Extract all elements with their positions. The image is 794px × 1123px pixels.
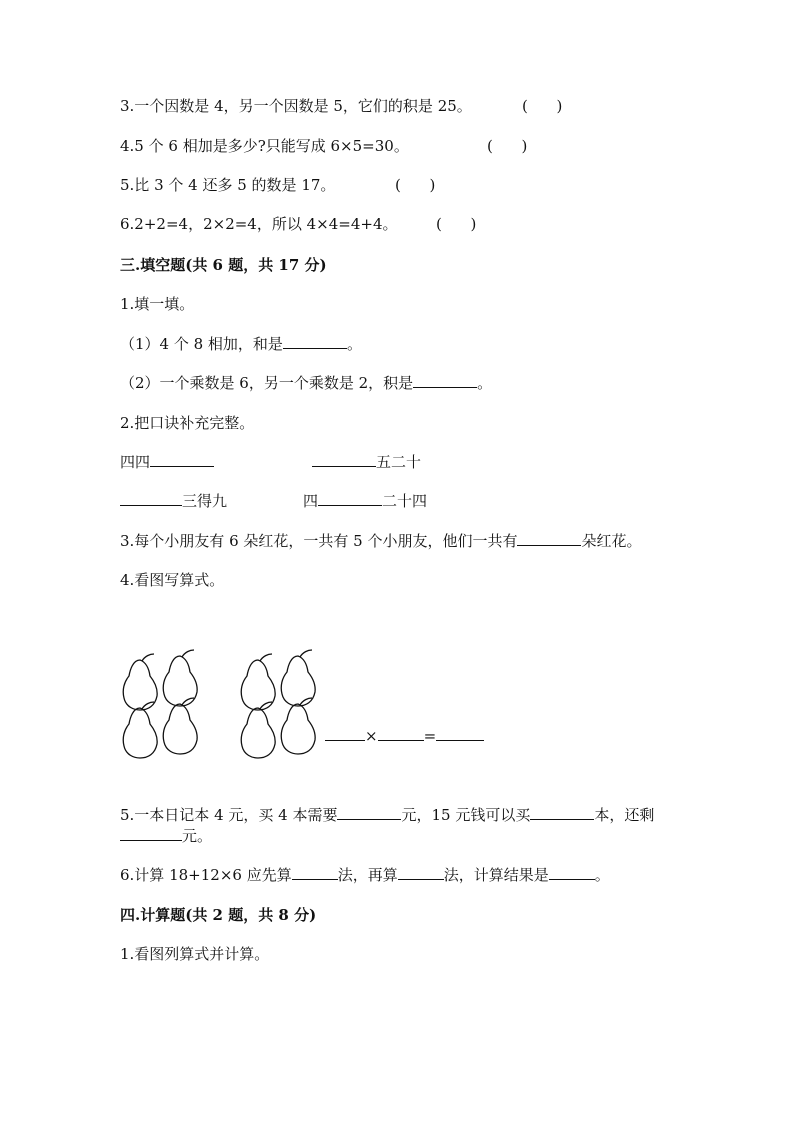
pear-icon: [160, 696, 200, 756]
pear-icon: [278, 696, 318, 756]
rhyme-a-text: 四四: [120, 453, 151, 471]
equation-blank-3[interactable]: [436, 726, 484, 741]
judge-q3: [120, 96, 472, 116]
fill-q1-title: 1.填一填。: [120, 295, 195, 313]
fill-q6-text-b: 法，再算: [337, 866, 398, 884]
fill-q1-sub1-blank[interactable]: [283, 334, 347, 349]
fill-q5-blank-1[interactable]: [337, 805, 401, 820]
fill-q2-title: 2.把口诀补充完整。: [120, 414, 255, 432]
fill-q3-end: 朵红花。: [581, 532, 642, 550]
fill-q5-blank-3[interactable]: [120, 826, 182, 841]
fill-q6-blank-2[interactable]: [398, 865, 444, 880]
fill-q6: [120, 865, 610, 885]
rhyme-d-text-a: 四: [303, 492, 319, 510]
fill-q1-sub2: [120, 373, 492, 393]
judge-q6-answer-paren[interactable]: ( ): [436, 215, 477, 233]
equals-sign: =: [423, 727, 437, 745]
section3-title: 三.填空题(共 6 题，共 17 分): [120, 256, 327, 274]
section4-title: 四.计算题(共 2 题，共 8 分): [120, 906, 317, 924]
rhyme-d-blank[interactable]: [318, 491, 382, 506]
rhyme-c-text: 三得九: [182, 492, 228, 510]
fill-q6-blank-3[interactable]: [549, 865, 595, 880]
rhyme-d-text-b: 二十四: [382, 492, 428, 510]
rhyme-d: [303, 491, 427, 511]
pear-icon: [120, 700, 160, 760]
rhyme-a-blank[interactable]: [150, 452, 214, 467]
fill-q1-sub1: [120, 334, 362, 354]
fill-q1-sub1-end: 。: [346, 335, 362, 353]
calc-q1-title: 1.看图列算式并计算。: [120, 945, 270, 963]
judge-q4-text: 4.5 个 6 相加是多少?只能写成 6×5=30。: [120, 137, 409, 155]
judge-q5-text: 5.比 3 个 4 还多 5 的数是 17。: [120, 176, 336, 194]
fill-q5-blank-2[interactable]: [530, 805, 594, 820]
rhyme-c: [120, 491, 227, 511]
fill-q6-text-a: 6.计算 18+12×6 应先算: [120, 866, 292, 884]
fill-q3-blank[interactable]: [517, 531, 581, 546]
fill-q5-text-b: 元，15 元钱可以买: [401, 806, 531, 824]
times-sign: ×: [365, 727, 378, 745]
judge-q5-answer-paren[interactable]: ( ): [395, 176, 436, 194]
fill-q3-text: 3.每个小朋友有 6 朵红花，一共有 5 个小朋友，他们一共有: [120, 532, 518, 550]
judge-q6-text: 6.2+2=4，2×2=4，所以 4×4=4+4。: [120, 215, 398, 233]
rhyme-b: [312, 452, 421, 472]
fill-q5-text-a: 5.一本日记本 4 元，买 4 本需要: [120, 806, 338, 824]
judge-q6: [120, 214, 398, 234]
fill-q1-sub2-blank[interactable]: [413, 373, 477, 388]
judge-q4: [120, 136, 409, 156]
fill-q5-line1: [120, 805, 654, 825]
fill-q5-line2: [120, 826, 212, 846]
pear-icon: [238, 700, 278, 760]
fill-q5-text-d: 元。: [182, 827, 213, 845]
fill-q1-sub2-text: （2）一个乘数是 6，另一个乘数是 2，积是: [120, 374, 414, 392]
rhyme-a: [120, 452, 214, 472]
fill-q4-title: 4.看图写算式。: [120, 571, 225, 589]
fill-q6-text-c: 法，计算结果是: [443, 866, 549, 884]
equation-row: [325, 726, 484, 746]
fill-q5-text-c: 本，还剩: [594, 806, 655, 824]
judge-q3-text: 3.一个因数是 4，另一个因数是 5，它们的积是 25。: [120, 97, 472, 115]
judge-q4-answer-paren[interactable]: ( ): [487, 137, 528, 155]
fill-q1-sub2-end: 。: [477, 374, 493, 392]
equation-blank-2[interactable]: [378, 726, 424, 741]
rhyme-b-blank[interactable]: [312, 452, 376, 467]
equation-blank-1[interactable]: [325, 726, 365, 741]
judge-q3-answer-paren[interactable]: ( ): [522, 97, 563, 115]
fill-q6-text-d: 。: [594, 866, 610, 884]
rhyme-b-text: 五二十: [376, 453, 422, 471]
rhyme-c-blank[interactable]: [120, 491, 182, 506]
fill-q3: [120, 531, 642, 551]
judge-q5: [120, 175, 335, 195]
fill-q1-sub1-text: （1）4 个 8 相加，和是: [120, 335, 283, 353]
fill-q6-blank-1[interactable]: [292, 865, 338, 880]
